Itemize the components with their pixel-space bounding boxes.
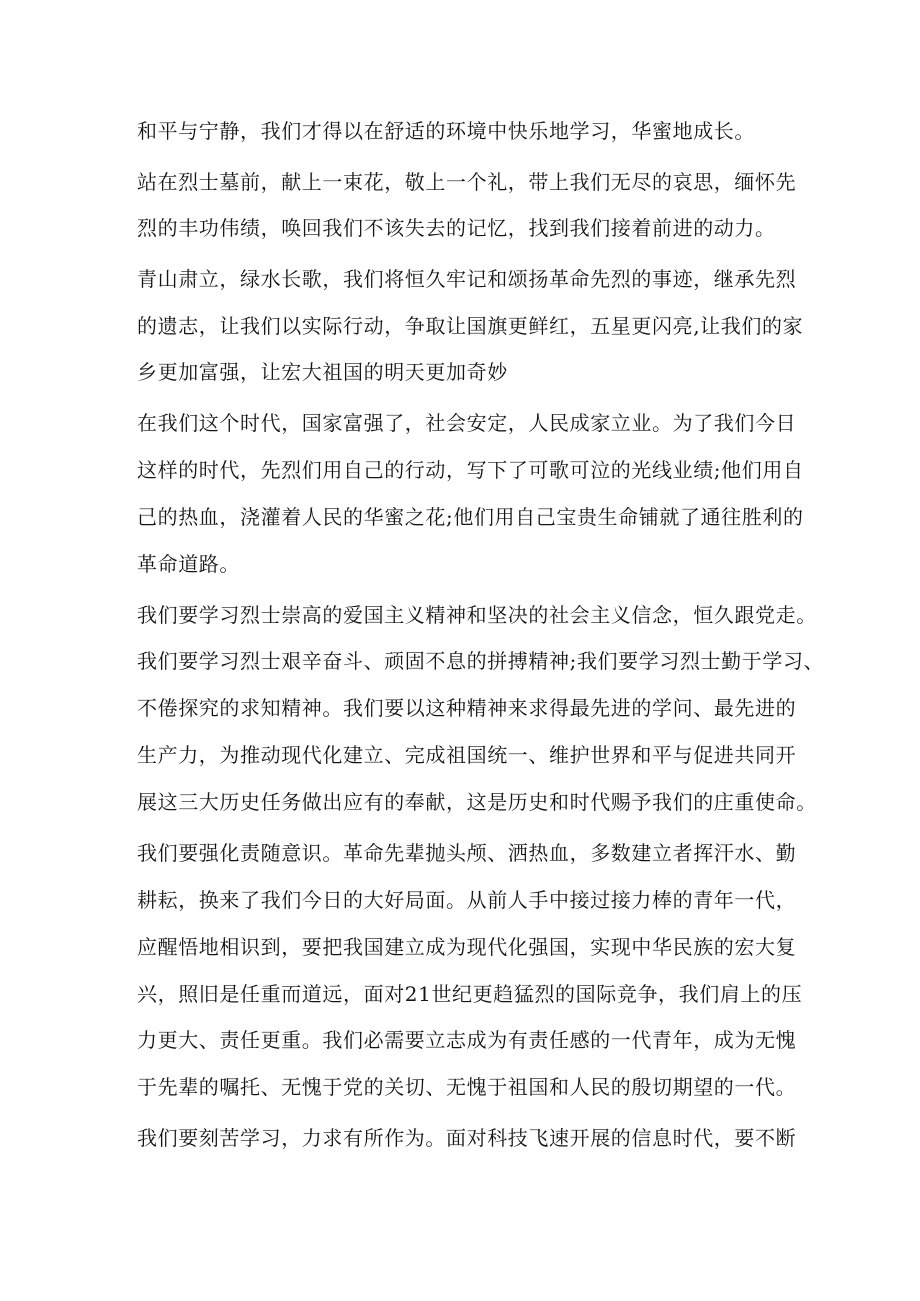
text-line: 我们要刻苦学习，力求有所作为。面对科技飞速开展的信息时代，要不断: [137, 1126, 797, 1150]
text-line: 于先辈的嘱托、无愧于党的关切、无愧于祖国和人民的殷切期望的一代。: [137, 1075, 797, 1099]
text-line: 革命道路。: [137, 552, 240, 576]
text-line: 我们要学习烈士艰辛奋斗、顽固不息的拼搏精神;我们要学习烈士勤于学习、: [137, 649, 825, 673]
text-line: 烈的丰功伟绩，唤回我们不该失去的记忆，找到我们接着前进的动力。: [137, 216, 776, 240]
text-line: 力更大、责任更重。我们必需要立志成为有责任感的一代青年，成为无愧: [137, 1028, 797, 1052]
text-line: 和平与宁静，我们才得以在舒适的环境中快乐地学习，华蜜地成长。: [137, 119, 755, 143]
text-line: 乡更加富强，让宏大祖国的明天更加奇妙: [137, 360, 508, 384]
text-line: 耕耘，换来了我们今日的大好局面。从前人手中接过接力棒的青年一代，: [137, 888, 797, 912]
text-line: 应醒悟地相识到，要把我国建立成为现代化强国，实现中华民族的宏大复: [137, 935, 797, 959]
text-line: 不倦探究的求知精神。我们要以这种精神来求得最先进的学问、最先进的: [137, 696, 797, 720]
text-line: 生产力，为推动现代化建立、完成祖国统一、维护世界和平与促进共同开: [137, 743, 797, 767]
text-line: 的遗志，让我们以实际行动，争取让国旗更鲜红，五星更闪亮,让我们的家: [137, 314, 804, 338]
text-line: 在我们这个时代，国家富强了，社会安定，人民成家立业。为了我们今日: [137, 411, 797, 435]
text-line: 青山肃立，绿水长歌，我们将恒久牢记和颂扬革命先烈的事迹，继承先烈: [137, 267, 797, 291]
text-line: 兴，照旧是任重而道远，面对21世纪更趋猛烈的国际竞争，我们肩上的压: [137, 982, 803, 1006]
text-line: 展这三大历史任务做出应有的奉献，这是历史和时代赐予我们的庄重使命。: [137, 790, 817, 814]
text-line: 我们要强化责随意识。革命先辈抛头颅、洒热血，多数建立者挥汗水、勤: [137, 841, 797, 865]
text-line: 我们要学习烈士崇高的爱国主义精神和坚决的社会主义信念，恒久跟党走。: [137, 603, 817, 627]
text-line: 己的热血，浇灌着人民的华蜜之花;他们用自己宝贵生命铺就了通往胜利的: [137, 505, 804, 529]
text-line: 站在烈士墓前，献上一束花，敬上一个礼，带上我们无尽的哀思，缅怀先: [137, 170, 797, 194]
text-line: 这样的时代，先烈们用自己的行动，写下了可歌可泣的光线业绩;他们用自: [137, 458, 804, 482]
